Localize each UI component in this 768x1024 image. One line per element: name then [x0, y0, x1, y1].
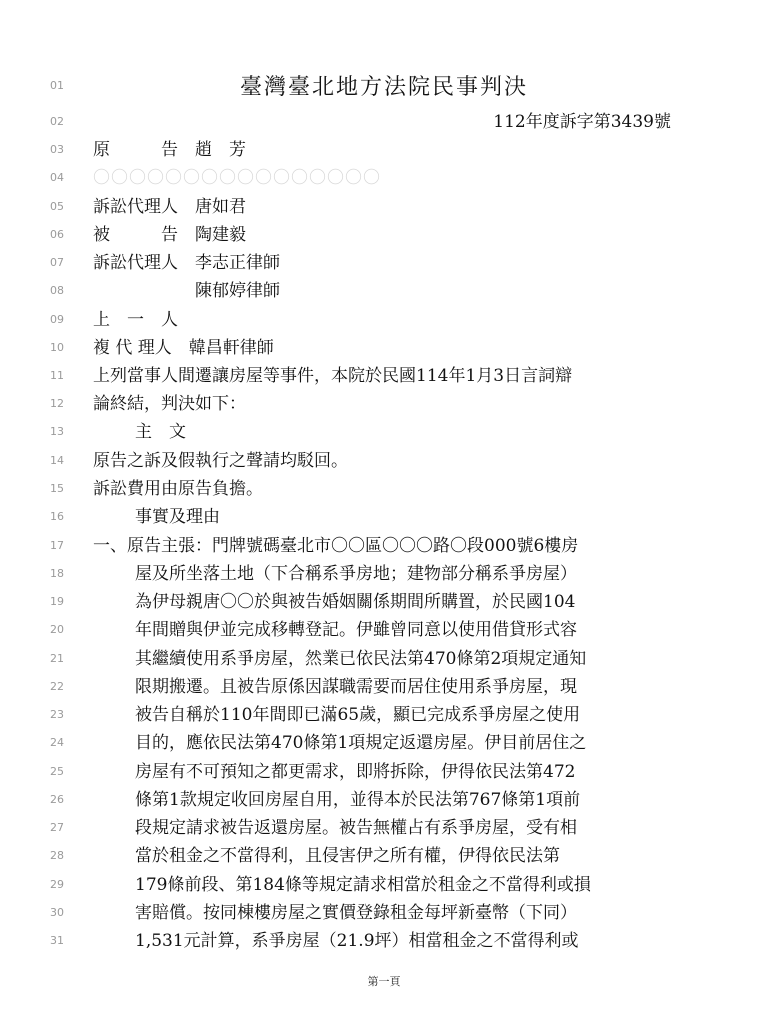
body-line: 年間贈與伊並完成移轉登記。伊雖曾同意以使用借貸形式容 — [135, 620, 577, 640]
line-number: 10 — [50, 341, 64, 354]
line-number: 31 — [50, 934, 64, 947]
line-20 — [0, 616, 768, 644]
document-title: 臺灣臺北地方法院民事判決 — [239, 75, 528, 100]
line-02 — [0, 108, 768, 136]
line-number: 29 — [50, 878, 64, 891]
line-09 — [0, 306, 768, 334]
line-25 — [0, 758, 768, 786]
line-number: 12 — [50, 397, 64, 410]
body-line: 當於租金之不當得利，且侵害伊之所有權，伊得依民法第 — [135, 846, 560, 866]
line-07 — [0, 249, 768, 277]
line-number: 07 — [50, 256, 64, 269]
body-line: 目的，應依民法第470條第1項規定返還房屋。伊目前居住之 — [135, 733, 587, 753]
body-line: 為伊母親唐〇〇於與被告婚姻關係期間所購置，於民國104 — [135, 592, 576, 612]
line-11 — [0, 362, 768, 390]
defendant-line: 被 告 陶建毅 — [93, 225, 246, 245]
line-number: 23 — [50, 708, 64, 721]
line-number: 22 — [50, 680, 64, 693]
body-line: 條第1款規定收回房屋自用，並得本於民法第767條第1項前 — [135, 790, 581, 810]
defendant-agent-2-line: 陳郁婷律師 — [93, 281, 280, 301]
line-number: 14 — [50, 454, 64, 467]
line-29 — [0, 871, 768, 899]
redacted-address: 〇〇〇〇〇〇〇〇〇〇〇〇〇〇〇〇 — [93, 168, 381, 188]
line-number: 24 — [50, 736, 64, 749]
sub-agent-line: 複 代 理人 韓昌軒律師 — [93, 338, 274, 358]
body-line: 1,531元計算，系爭房屋（21.9坪）相當租金之不當得利或 — [135, 931, 579, 951]
line-31 — [0, 927, 768, 955]
line-23 — [0, 701, 768, 729]
line-14 — [0, 447, 768, 475]
line-22 — [0, 673, 768, 701]
line-18 — [0, 560, 768, 588]
line-08 — [0, 277, 768, 305]
line-06 — [0, 221, 768, 249]
line-number: 01 — [50, 79, 64, 92]
line-30 — [0, 899, 768, 927]
line-number: 20 — [50, 623, 64, 636]
same-above-line: 上 一 人 — [93, 310, 178, 330]
body-line: 段規定請求被告返還房屋。被告無權占有系爭房屋，受有相 — [135, 818, 577, 838]
line-number: 28 — [50, 849, 64, 862]
line-16 — [0, 503, 768, 531]
defendant-agent-line: 訴訟代理人 李志正律師 — [93, 253, 280, 273]
line-number: 04 — [50, 171, 64, 184]
line-number: 03 — [50, 143, 64, 156]
line-26 — [0, 786, 768, 814]
body-line: 一、原告主張：門牌號碼臺北市〇〇區〇〇〇路〇段000號6樓房 — [93, 536, 579, 556]
body-line: 屋及所坐落土地（下合稱系爭房地；建物部分稱系爭房屋） — [135, 564, 577, 584]
line-13 — [0, 418, 768, 446]
line-number: 15 — [50, 482, 64, 495]
line-number: 02 — [50, 115, 64, 128]
body-line: 害賠償。按同棟樓房屋之實價登錄租金每坪新臺幣（下同） — [135, 903, 577, 923]
line-number: 18 — [50, 567, 64, 580]
line-number: 08 — [50, 284, 64, 297]
line-number: 21 — [50, 652, 64, 665]
main-heading: 主 文 — [135, 422, 186, 442]
line-number: 17 — [50, 539, 64, 552]
line-24 — [0, 729, 768, 757]
page-footer: 第一頁 — [367, 975, 401, 988]
intro-line-2: 論終結，判決如下： — [93, 394, 246, 414]
case-number: 112年度訴字第3439號 — [493, 112, 671, 132]
line-number: 26 — [50, 793, 64, 806]
facts-heading: 事實及理由 — [135, 507, 220, 527]
body-line: 房屋有不可預知之都更需求，即將拆除，伊得依民法第472 — [135, 762, 576, 782]
line-number: 16 — [50, 510, 64, 523]
plaintiff-line: 原 告 趙 芳 — [93, 140, 246, 160]
line-12 — [0, 390, 768, 418]
plaintiff-agent-line: 訴訟代理人 唐如君 — [93, 197, 246, 217]
line-number: 25 — [50, 765, 64, 778]
line-number: 13 — [50, 425, 64, 438]
line-04 — [0, 164, 768, 192]
line-number: 19 — [50, 595, 64, 608]
line-number: 05 — [50, 200, 64, 213]
body-line: 限期搬遷。且被告原係因謀職需要而居住使用系爭房屋，現 — [135, 677, 577, 697]
line-number: 06 — [50, 228, 64, 241]
main-line-1: 原告之訴及假執行之聲請均駁回。 — [93, 451, 348, 471]
body-line: 被告自稱於110年間即已滿65歲，顯已完成系爭房屋之使用 — [135, 705, 581, 725]
line-10 — [0, 334, 768, 362]
line-17 — [0, 532, 768, 560]
line-number: 27 — [50, 821, 64, 834]
main-line-2: 訴訟費用由原告負擔。 — [93, 479, 263, 499]
line-15 — [0, 475, 768, 503]
line-28 — [0, 842, 768, 870]
line-number: 11 — [50, 369, 64, 382]
intro-line-1: 上列當事人間遷讓房屋等事件，本院於民國114年1月3日言詞辯 — [93, 366, 573, 386]
line-number: 30 — [50, 906, 64, 919]
body-line: 179條前段、第184條等規定請求相當於租金之不當得利或損 — [135, 875, 591, 895]
line-01 — [0, 72, 768, 100]
line-05 — [0, 193, 768, 221]
line-27 — [0, 814, 768, 842]
line-number: 09 — [50, 313, 64, 326]
body-line: 其繼續使用系爭房屋，然業已依民法第470條第2項規定通知 — [135, 649, 587, 669]
line-19 — [0, 588, 768, 616]
line-21 — [0, 645, 768, 673]
line-03 — [0, 136, 768, 164]
